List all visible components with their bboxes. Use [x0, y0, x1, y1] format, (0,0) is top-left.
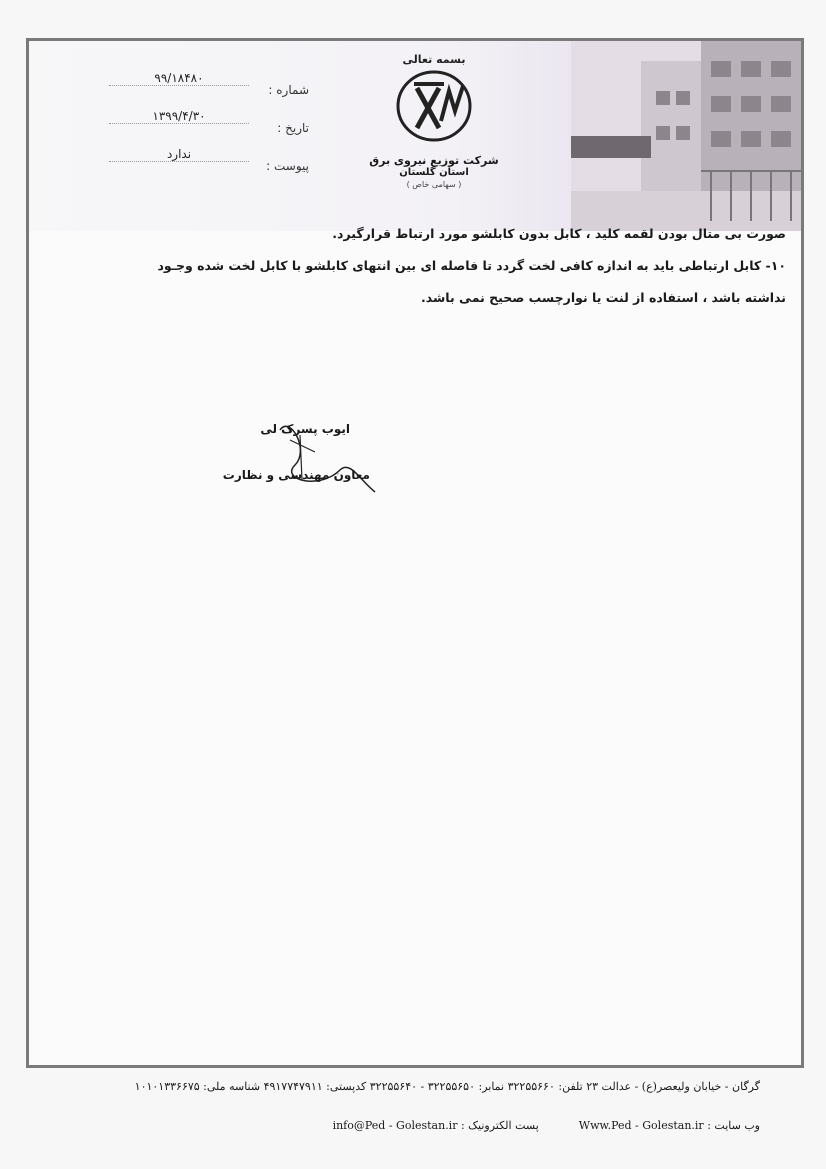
number-row — [69, 71, 309, 109]
letter-body — [86, 218, 786, 314]
number-label: شماره : — [268, 83, 309, 97]
body-line: ۱۰- کابل ارتباطی باید به اندازه کافی لخت گردد تا فاصله ای بین انتهای کابلشو با کابل لخت شده وجـود — [157, 258, 786, 273]
letter-sheet — [26, 38, 804, 1068]
date-value: ۱۳۹۹/۴/۳۰ — [109, 109, 249, 124]
website-contact — [579, 1119, 760, 1132]
date-row — [69, 109, 309, 147]
attachment-value: ندارد — [109, 147, 249, 162]
company-type: ( سهامی خاص ) — [406, 180, 462, 189]
footer-address: گرگان - خیابان ولیعصر(ع) - عدالت ۲۳ تلفن: ۳۲۲۵۵۶۶۰ نمابر: ۳۲۲۵۵۶۵۰ - ۳۲۲۵۵۶۴۰ کدپستی: ۴۹۱۷۷۴۷۹۱۱ شناسه ملی: ۱۰۱۰۱۳۳۶۶۷۵ — [134, 1080, 760, 1093]
email-link[interactable]: info@Ped - Golestan.ir — [332, 1119, 458, 1132]
body-line: صورت بی متال بودن لقمه کلید ، کابل بدون کابلشو مورد ارتباط قرارگیرد. — [332, 226, 786, 241]
attachment-row — [69, 147, 309, 185]
website-link[interactable]: Www.Ped - Golestan.ir — [578, 1119, 704, 1132]
website-label: وب سایت : — [707, 1119, 760, 1132]
company-logo-block — [359, 53, 509, 189]
email-label: پست الکترونیک : — [460, 1119, 539, 1132]
building-photo — [571, 41, 801, 231]
bismillah-text: بسمه تعالی — [402, 53, 466, 66]
footer-contacts — [60, 1119, 760, 1132]
province-name: استان گلستان — [399, 167, 469, 178]
date-label: تاریخ : — [277, 121, 309, 135]
email-contact — [333, 1119, 539, 1132]
body-line: نداشته باشد ، استفاده از لنت یا نوارچسب صحیح نمی باشد. — [421, 290, 786, 305]
company-logo — [389, 66, 479, 146]
letter-meta — [69, 71, 309, 185]
letter-footer — [60, 1080, 760, 1132]
company-name: شرکت توزیع نیروی برق — [369, 154, 499, 167]
attachment-label: پیوست : — [266, 159, 309, 173]
number-value: ۹۹/۱۸۴۸۰ — [109, 71, 249, 86]
signature-block — [220, 410, 380, 500]
signatory-title: معاون مهندسی و نظارت — [222, 468, 370, 482]
signatory-name: ایوب پسرک لی — [260, 422, 350, 436]
letterhead — [29, 41, 801, 231]
